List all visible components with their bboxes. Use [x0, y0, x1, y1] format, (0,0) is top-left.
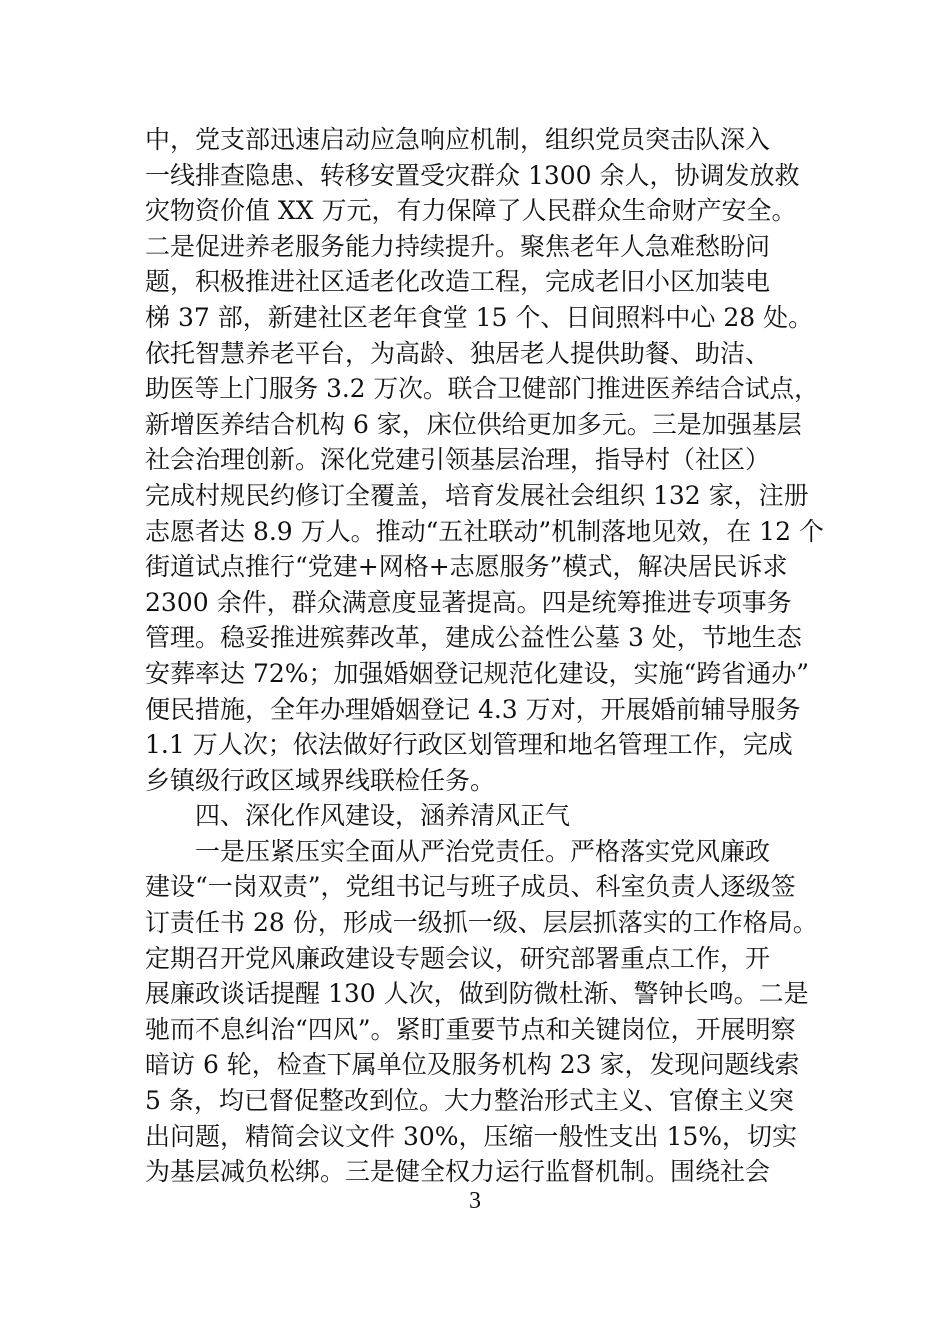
text-line: 2300 余件，群众满意度显著提高。四是统筹推进专项事务 — [145, 587, 792, 617]
text-line: 管理。稳妥推进殡葬改革，建成公益性公墓 3 处，节地生态 — [145, 623, 802, 653]
text-line: 灾物资价值 XX 万元，有力保障了人民群众生命财产安全。 — [145, 196, 797, 226]
text-line: 为基层减负松绑。三是健全权力运行监督机制。围绕社会 — [145, 1157, 771, 1187]
text-line: 梯 37 部，新建社区老年食堂 15 个、日间照料中心 28 处。 — [145, 302, 814, 332]
text-line: 1.1 万人次；依法做好行政区划管理和地名管理工作，完成 — [145, 730, 793, 760]
page-number: 3 — [469, 1188, 481, 1214]
text-line: 乡镇级行政区域界线联检任务。 — [145, 765, 496, 795]
section-heading: 四、深化作风建设，涵养清风正气 — [195, 801, 571, 831]
text-line: 二是促进养老服务能力持续提升。聚焦老年人急难愁盼问 — [145, 231, 771, 261]
text-line: 助医等上门服务 3.2 万次。联合卫健部门推进医养结合试点， — [145, 374, 819, 404]
body-text — [145, 122, 825, 1190]
text-line: 建设“一岗双责”，党组书记与班子成员、科室负责人逐级签 — [145, 872, 796, 902]
text-line: 志愿者达 8.9 万人。推动“五社联动”机制落地见效，在 12 个 — [145, 516, 824, 546]
text-line: 一是压紧压实全面从严治党责任。严格落实党风廉政 — [195, 836, 771, 866]
text-line: 5 条，均已督促整改到位。大力整治形式主义、官僚主义突 — [145, 1086, 794, 1116]
text-line: 暗访 6 轮，检查下属单位及服务机构 23 家，发现问题线索 — [145, 1050, 800, 1080]
text-line: 出问题，精简会议文件 30%，压缩一般性支出 15%，切实 — [145, 1121, 798, 1151]
text-line: 新增医养结合机构 6 家，床位供给更加多元。三是加强基层 — [145, 409, 802, 439]
text-line: 订责任书 28 份，形成一级抓一级、层层抓落实的工作格局。 — [145, 908, 818, 938]
text-line: 社会治理创新。深化党建引领基层治理，指导村（社区） — [145, 445, 771, 475]
text-line: 完成村规民约修订全覆盖，培育发展社会组织 132 家，注册 — [145, 480, 809, 510]
text-line: 依托智慧养老平台，为高龄、独居老人提供助餐、助洁、 — [145, 338, 771, 368]
text-line: 展廉政谈话提醒 130 人次，做到防微杜渐、警钟长鸣。二是 — [145, 979, 809, 1009]
text-line: 中，党支部迅速启动应急响应机制，组织党员突击队深入 — [145, 125, 771, 154]
text-line: 安葬率达 72%；加强婚姻登记规范化建设，实施“跨省通办” — [145, 658, 810, 688]
text-line: 定期召开党风廉政建设专题会议，研究部署重点工作，开 — [145, 943, 771, 973]
text-line: 街道试点推行“党建+网格+志愿服务”模式，解决居民诉求 — [145, 552, 788, 582]
text-line: 便民措施，全年办理婚姻登记 4.3 万对，开展婚前辅导服务 — [145, 694, 801, 724]
text-line: 驰而不息纠治“四风”。紧盯重要节点和关键岗位，开展明察 — [145, 1014, 796, 1044]
text-line: 题，积极推进社区适老化改造工程，完成老旧小区加装电 — [145, 267, 771, 297]
text-line: 一线排查隐患、转移安置受灾群众 1300 余人，协调发放救 — [145, 160, 800, 190]
